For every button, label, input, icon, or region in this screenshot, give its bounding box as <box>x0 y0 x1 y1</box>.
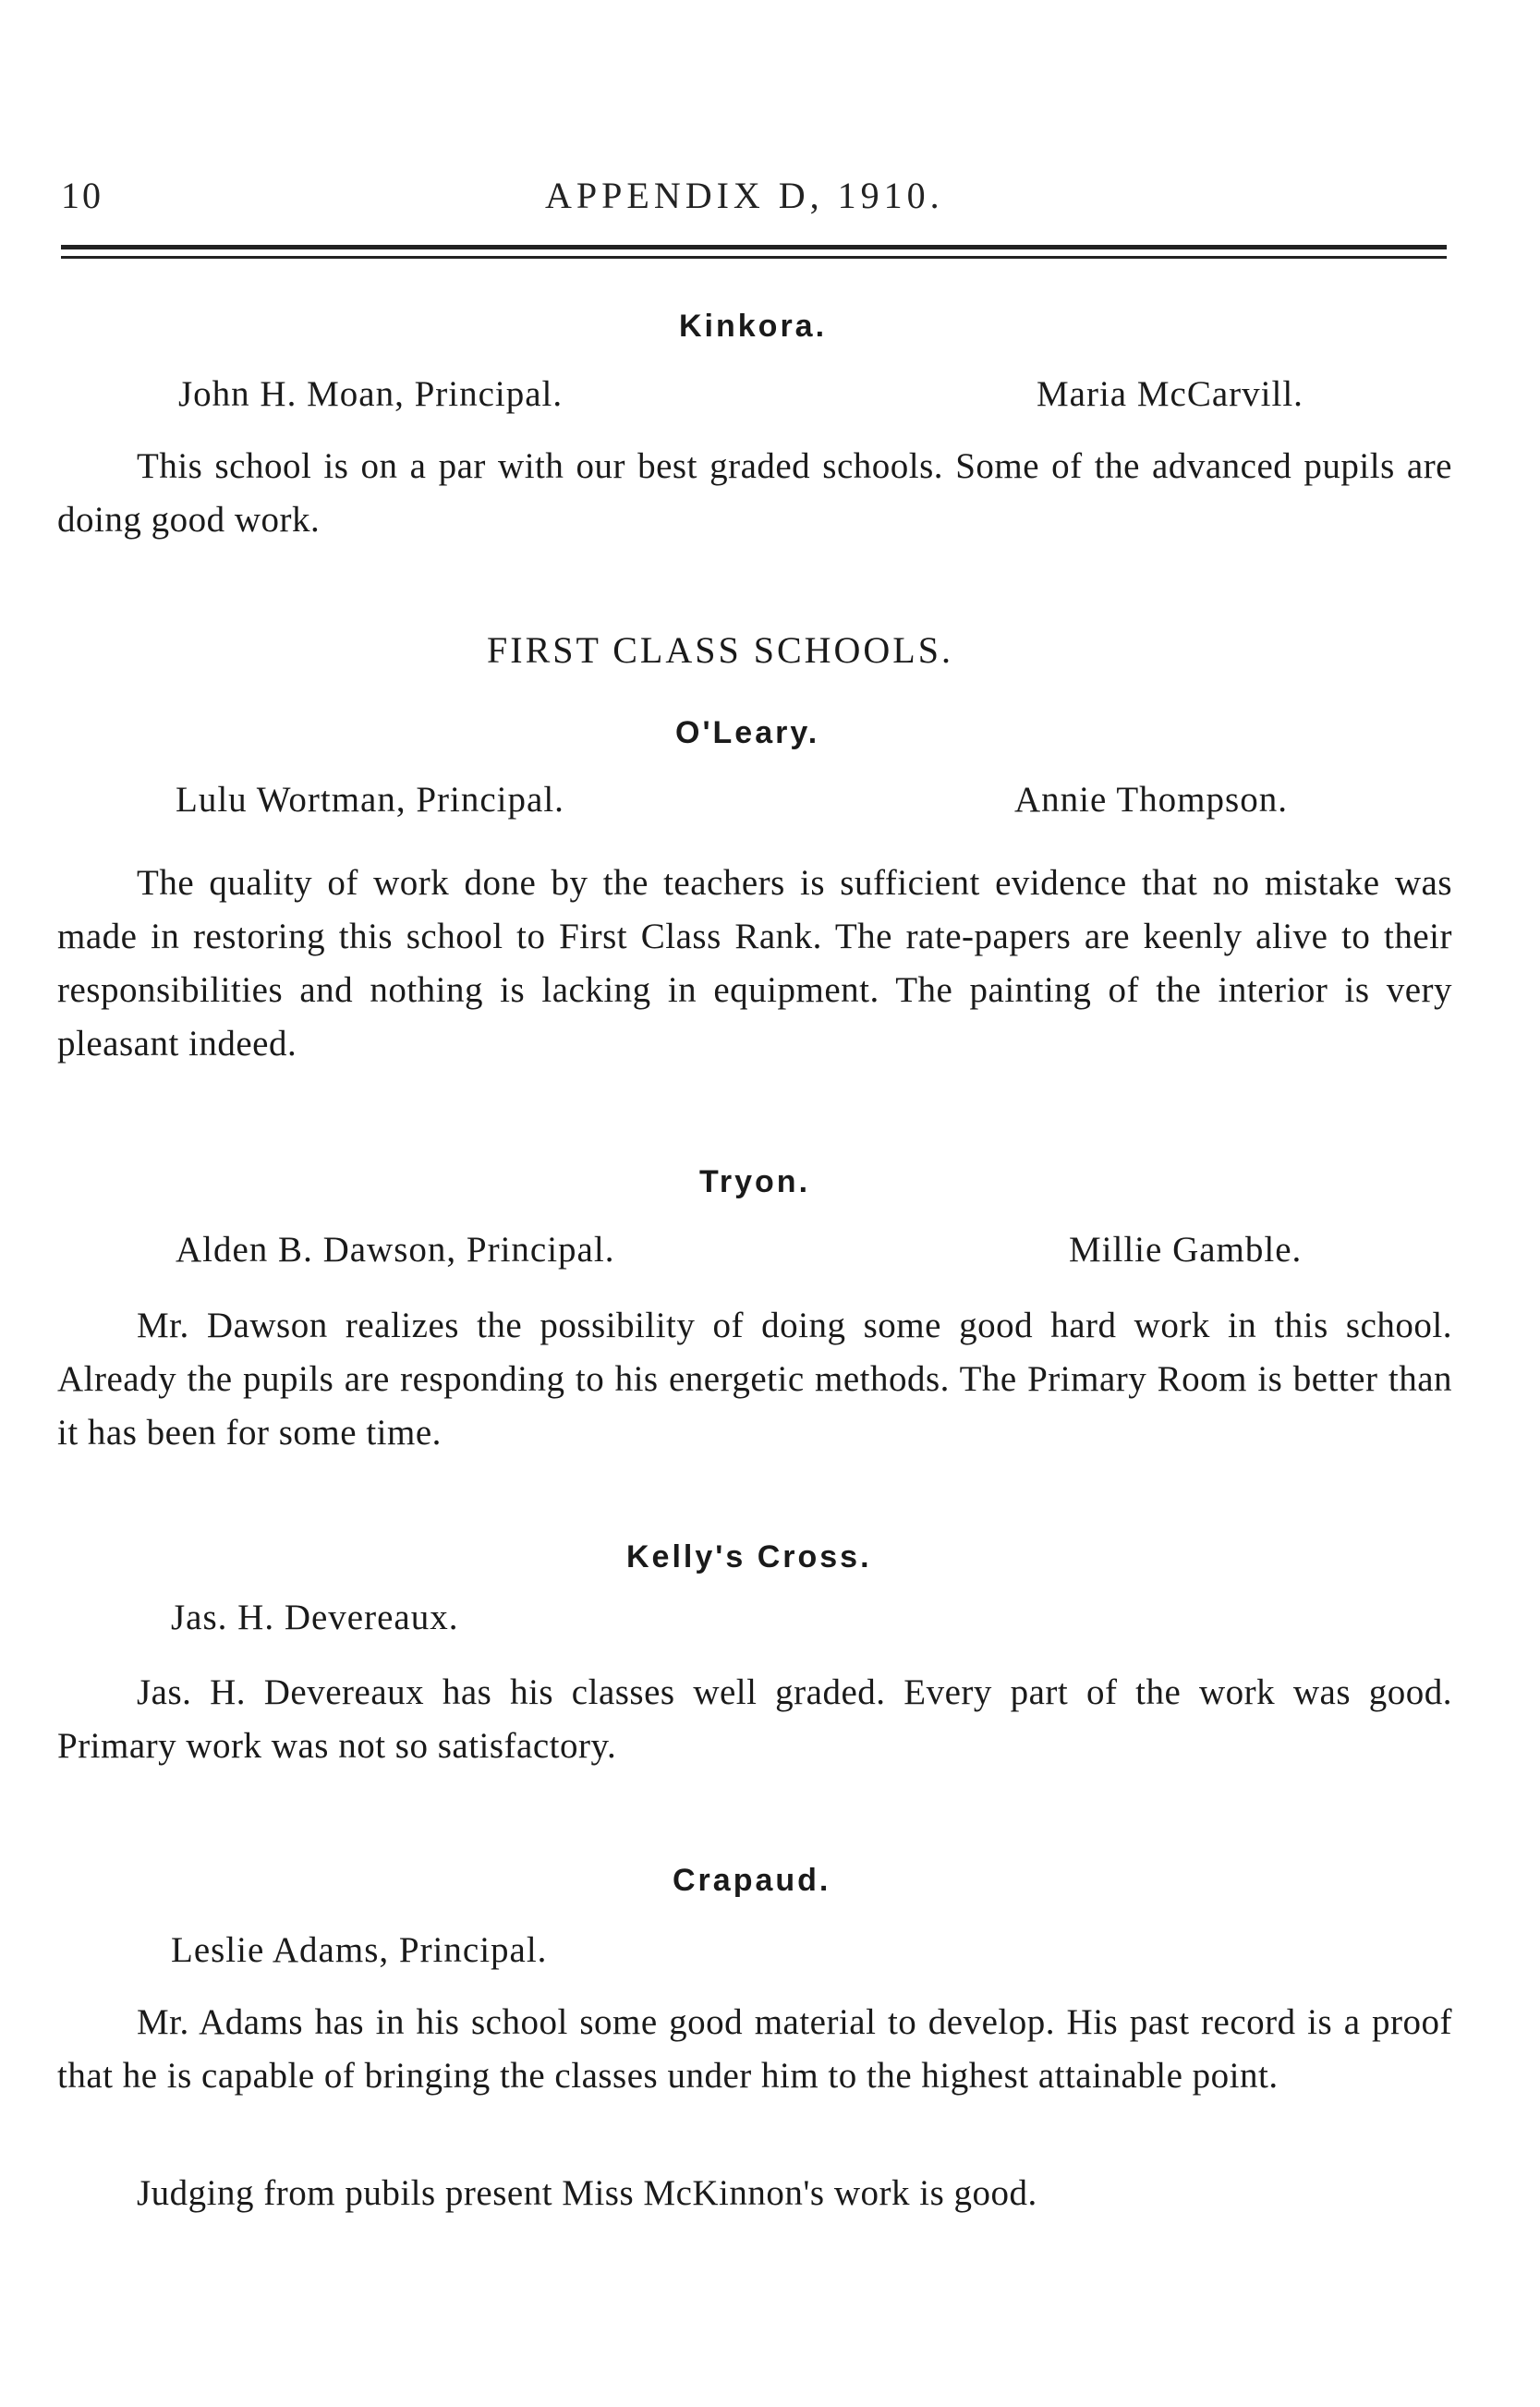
principal-tryon: Alden B. Dawson, Principal. <box>176 1230 615 1270</box>
report-crapaud: Mr. Adams has in his school some good material to develop. His past record is a proof that he is capable of bringing the classes under him to the highest attainable point. <box>57 2002 1452 2096</box>
assistant-tryon: Millie Gamble. <box>1069 1230 1303 1270</box>
report-oleary: The quality of work done by the teachers is sufficient evidence that no mistake was made in restoring this school to First Class Rank. The rate-papers are keenly alive to their responsibilities and nothing is lacking in equipment. The painting of the interior is very pleasant indeed. <box>57 863 1452 1064</box>
principal-oleary: Lulu Wortman, Principal. <box>176 780 564 820</box>
header-rule-thick <box>61 245 1447 249</box>
school-heading-kinkora: Kinkora. <box>679 309 828 344</box>
school-heading-oleary: O'Leary. <box>675 715 820 750</box>
report-kinkora: This school is on a par with our best graded schools. Some of the advanced pupils are doing good work. <box>57 446 1452 540</box>
school-heading-tryon: Tryon. <box>699 1164 811 1199</box>
running-header-title: APPENDIX D, 1910. <box>545 175 944 216</box>
page-number: 10 <box>61 175 103 216</box>
report-tryon: Mr. Dawson realizes the possibility of doing some good hard work in this school. Already the pupils are responding to his energetic methods. The Primary Room is better than it has been for some time. <box>57 1306 1452 1453</box>
principal-crapaud: Leslie Adams, Principal. <box>171 1930 548 1970</box>
assistant-kinkora: Maria McCarvill. <box>1037 374 1304 414</box>
header-rule-thin <box>61 256 1447 259</box>
section-title-first-class: FIRST CLASS SCHOOLS. <box>487 629 953 671</box>
report-kellys-cross: Jas. H. Devereaux has his classes well graded. Every part of the work was good. Primary work was not so satisfactory. <box>57 1672 1452 1766</box>
assistant-oleary: Annie Thompson. <box>1014 780 1288 820</box>
school-heading-kellys-cross: Kelly's Cross. <box>626 1539 872 1574</box>
principal-kinkora: John H. Moan, Principal. <box>178 374 564 414</box>
principal-kellys-cross: Jas. H. Devereaux. <box>171 1598 459 1637</box>
school-heading-crapaud: Crapaud. <box>673 1863 831 1898</box>
report-crapaud-note: Judging from pubils present Miss McKinnon's work is good. <box>137 2173 1037 2213</box>
